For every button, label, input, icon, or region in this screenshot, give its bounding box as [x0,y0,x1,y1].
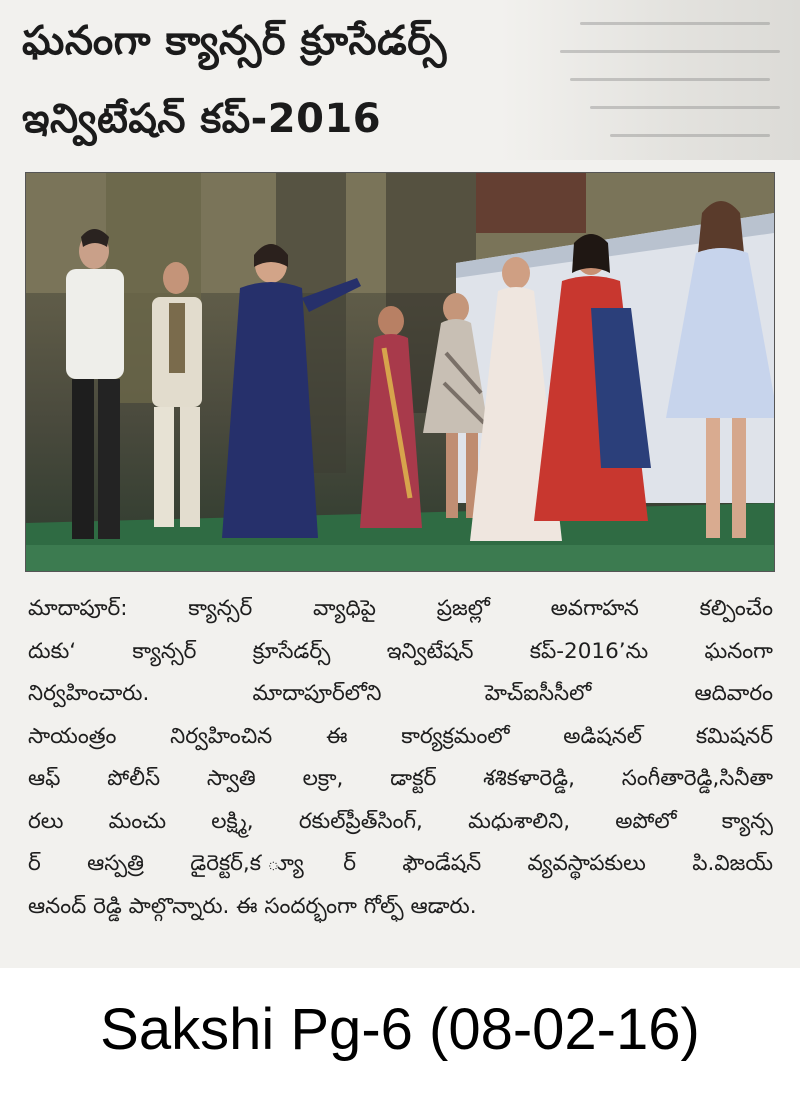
article-line: ర్ ఆస్పత్రి డైరెక్టర్,క ్యూర్ ఫౌండేషన్ వ్యవస్థాపకులు పి.విజయ్ [28,851,773,876]
article-line: నిర్వహించారు. మాదాపూర్‌లోని హెచ్‌ఐసీసీలో ఆదివారం [28,681,773,706]
article-line: సాయంత్రం నిర్వహించిన ఈ కార్యక్రమంలో అడిషనల్ కమిషనర్ [28,723,773,749]
article-line: దుకు‘ క్యాన్సర్ క్రూసేడర్స్ ఇన్విటేషన్ కప్-2016’ను ఘనంగా [28,638,773,664]
headline-line-2: ఇన్విటేషన్ కప్-2016 [22,96,382,142]
article-line: ఆఫ్ పోలీస్ స్వాతి లక్రా, డాక్టర్ శశికళారెడ్డి, సంగీతారెడ్డి,సినీతా [28,766,773,791]
article-line: మాదాపూర్: క్యాన్సర్ వ్యాధిపై ప్రజల్లో అవగాహన కల్పించేం [28,596,773,621]
article-line: రలు మంచు లక్ష్మి, రకుల్‌ప్రీత్‌సింగ్, మధుశాలిని, అపోలో క్యాన్స [28,808,773,834]
article-line: ఆనంద్ రెడ్డి పాల్గొన్నారు. ఈ సందర్భంగా గోల్ఫ్ ఆడారు. [28,893,477,919]
event-photo [25,172,775,572]
headline-line-1: ఘనంగా క్యాన్సర్ క్రూసేడర్స్ [22,18,447,64]
bleed-through-text [500,0,800,160]
article-body [28,588,773,928]
source-caption: Sakshi Pg-6 (08-02-16) [100,997,700,1062]
